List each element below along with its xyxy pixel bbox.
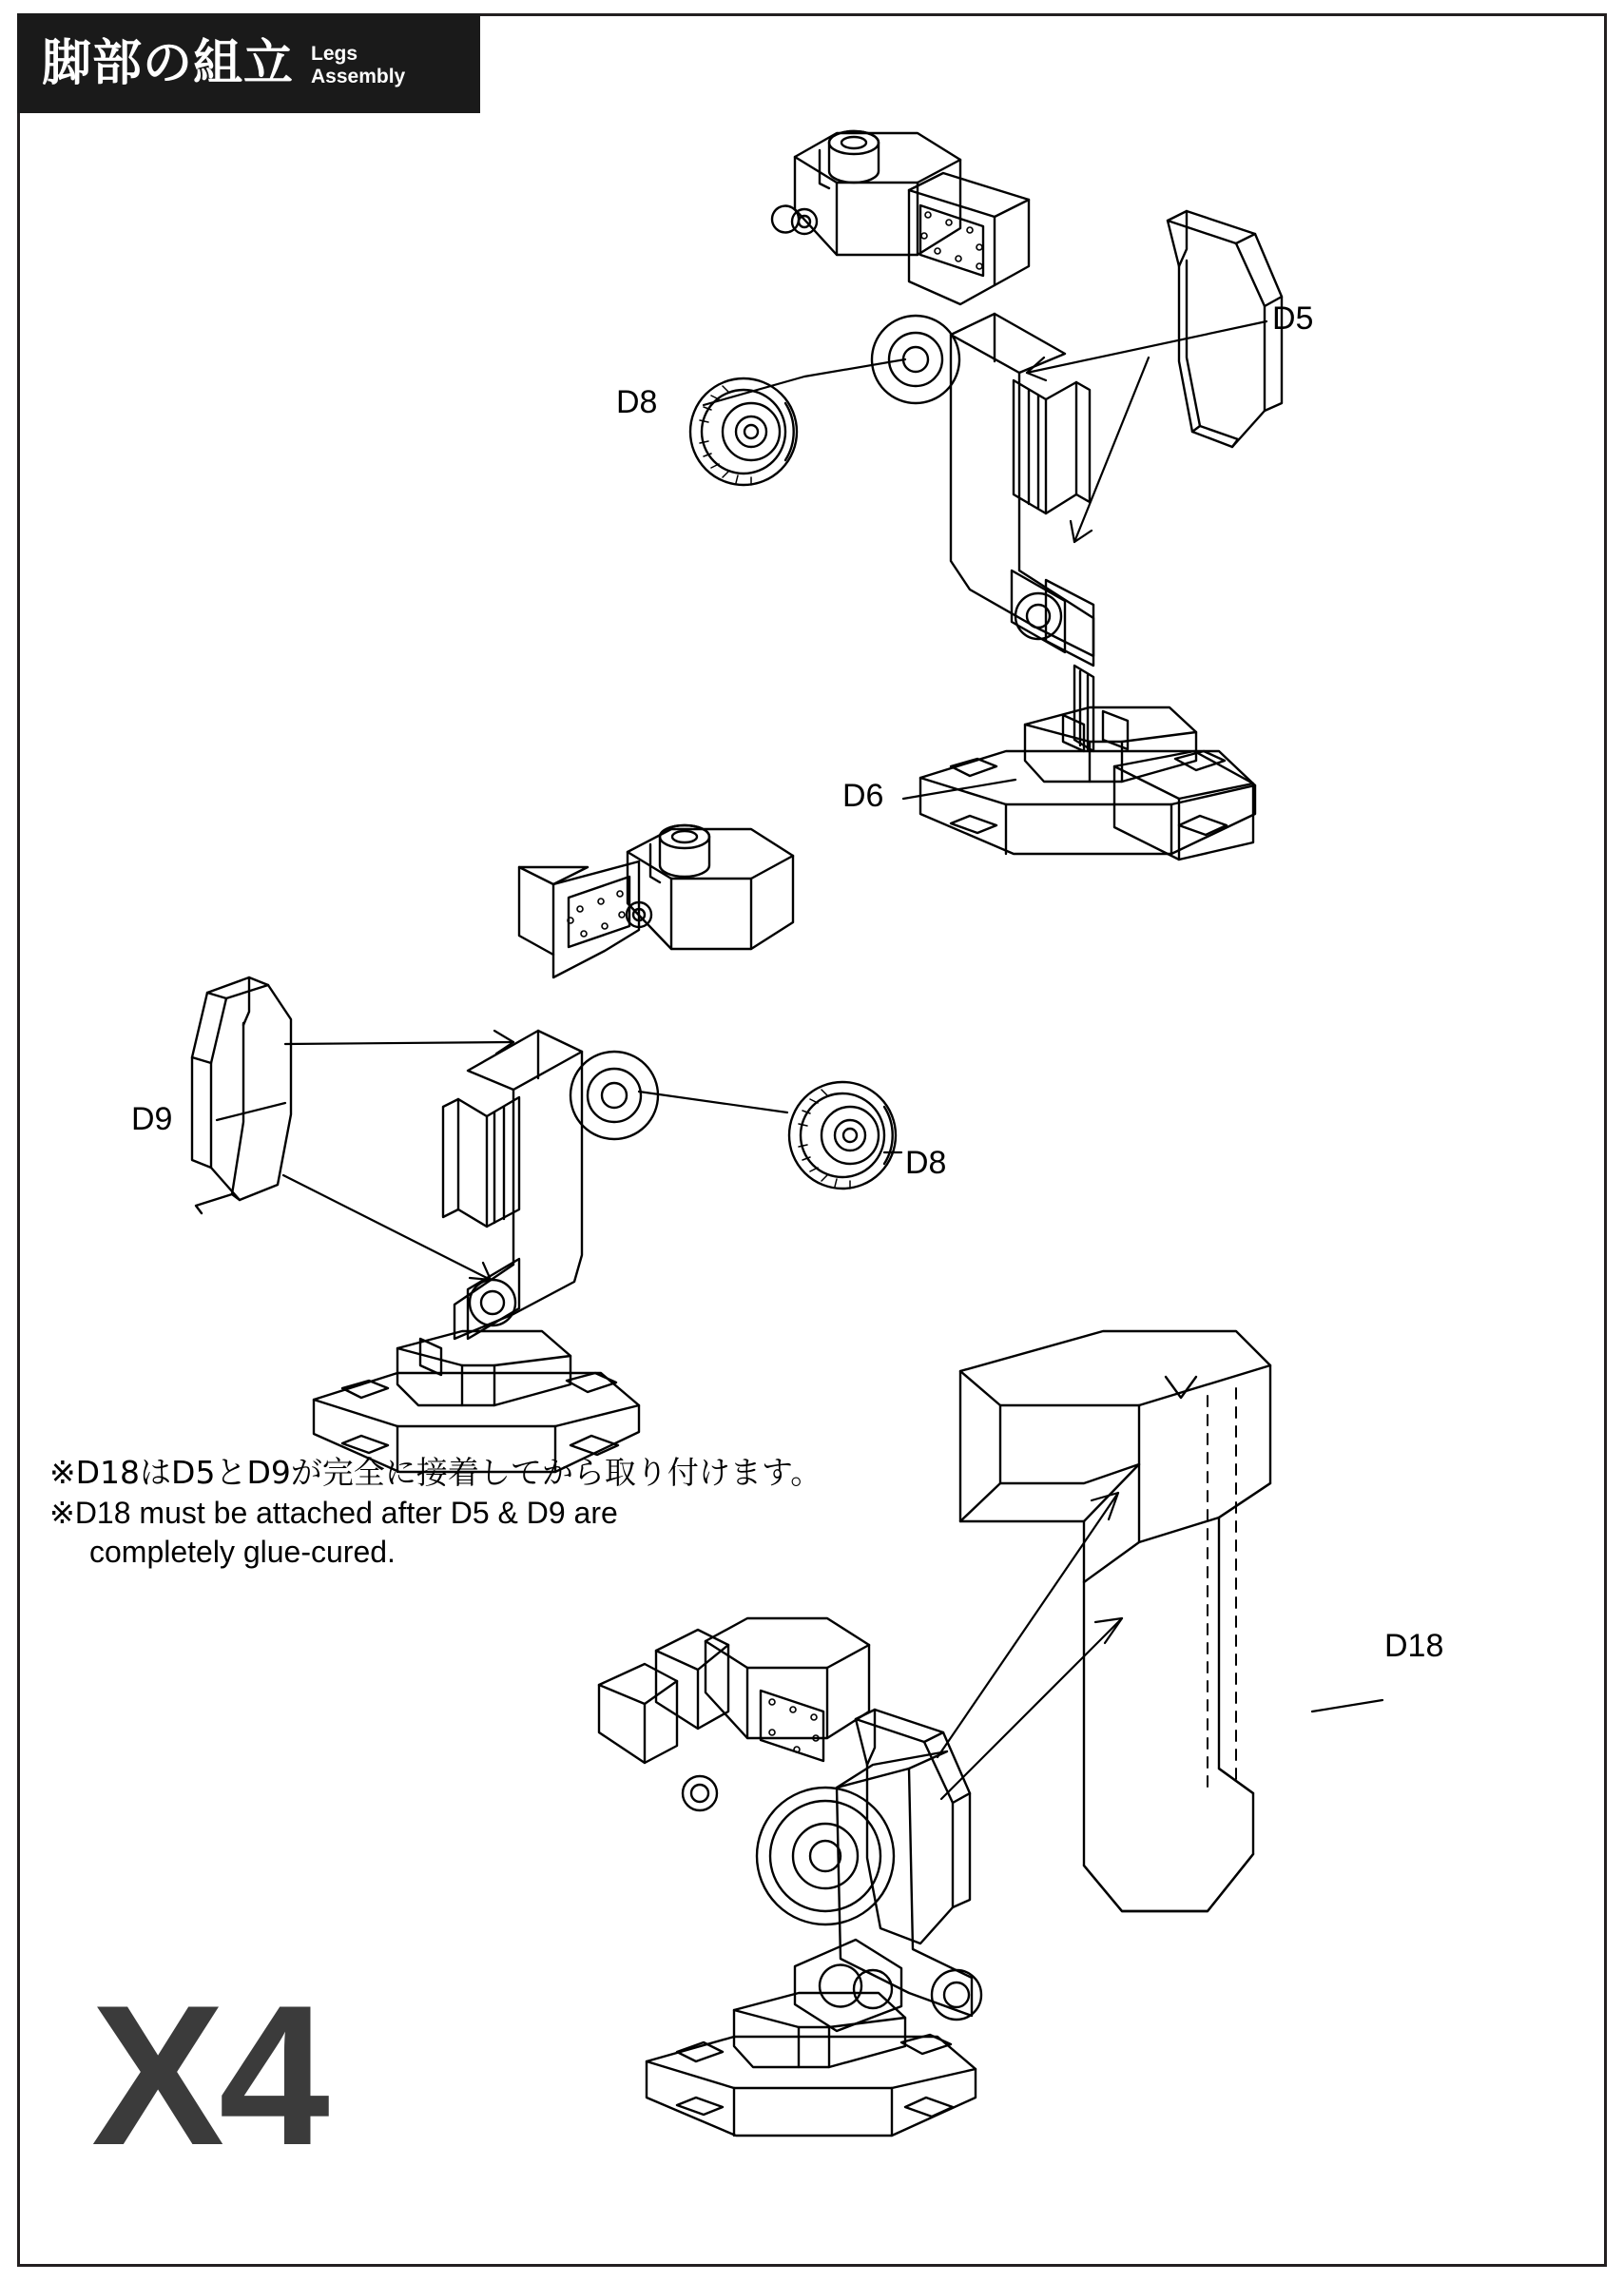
- quantity-multiplier: X4: [91, 1963, 324, 2187]
- page-border: [17, 13, 1607, 2267]
- callout-d6: D6: [842, 778, 884, 814]
- callout-d8-top: D8: [616, 384, 658, 420]
- callout-d9: D9: [131, 1101, 173, 1137]
- callout-d8-mid: D8: [905, 1145, 947, 1181]
- section-title-english: [311, 39, 405, 87]
- section-title-english-line1: Legs: [311, 42, 358, 65]
- callout-d5: D5: [1272, 300, 1314, 337]
- section-title-japanese: 脚部の組立: [42, 34, 295, 92]
- assembly-notes: [49, 1453, 886, 1573]
- note-english-line1: ※D18 must be attached after D5 & D9 are: [49, 1495, 618, 1530]
- section-title-english-line2: Assembly: [311, 65, 406, 87]
- note-english-line2: completely glue-cured.: [89, 1535, 396, 1570]
- section-header: [17, 13, 480, 113]
- note-japanese: ※D18はD5とD9が完全に接着してから取り付けます。: [49, 1454, 822, 1491]
- callout-d18: D18: [1384, 1628, 1444, 1664]
